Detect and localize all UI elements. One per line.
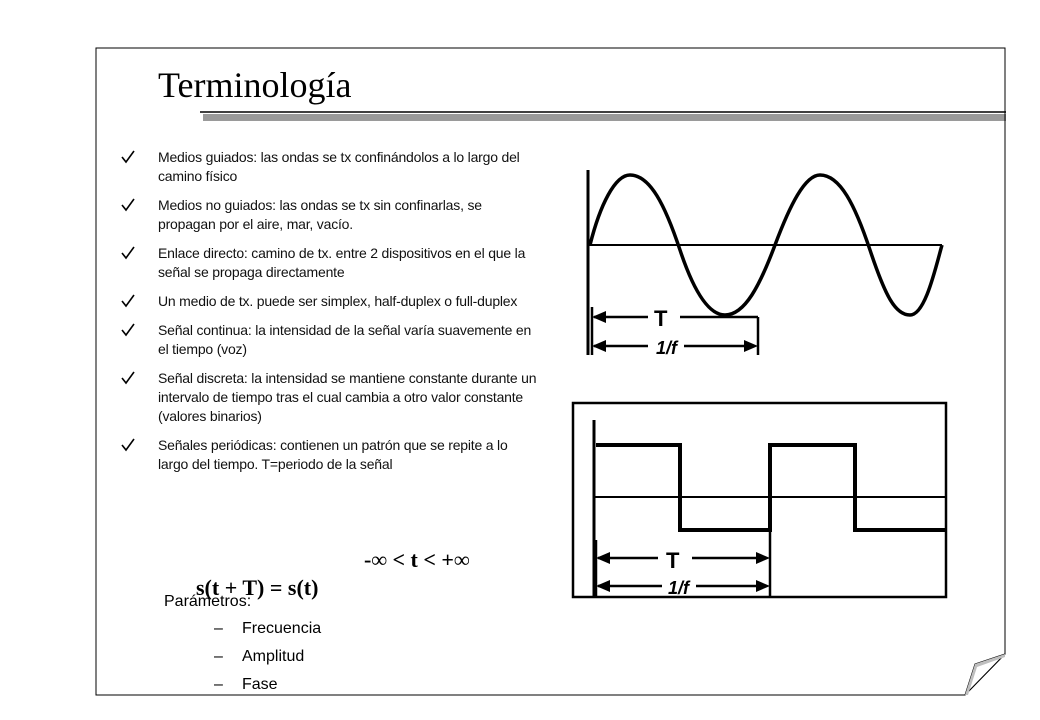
frequency-arrowhead-right bbox=[756, 580, 770, 592]
formula-range: -∞ < t < +∞ bbox=[364, 547, 470, 572]
bullet-item bbox=[120, 321, 540, 359]
formula-equation: s(t + T) = s(t) bbox=[196, 575, 319, 600]
bullet-item bbox=[120, 244, 540, 282]
parameter-item bbox=[214, 619, 321, 647]
checkmark-icon bbox=[120, 370, 136, 386]
period-label-t: T bbox=[654, 306, 668, 331]
checkmark-icon bbox=[120, 437, 136, 453]
square-wave-frame bbox=[573, 403, 946, 597]
frequency-arrowhead-left bbox=[592, 340, 606, 352]
page-title: Terminología bbox=[158, 65, 352, 105]
bullet-text: Un medio de tx. puede ser simplex, half-duplex o full-duplex bbox=[158, 293, 518, 309]
checkmark-icon bbox=[120, 149, 136, 165]
parameters-list bbox=[214, 619, 321, 703]
parameter-item bbox=[214, 647, 321, 675]
bullet-text: Señal discreta: la intensidad se mantiene constante durante un intervalo de tiempo tras el cual cambia a otro valor constante (valores binarios) bbox=[158, 370, 537, 424]
bullet-text: Señal continua: la intensidad de la señal varía suavemente en el tiempo (voz) bbox=[158, 322, 532, 357]
dash-bullet: – bbox=[214, 676, 223, 693]
parameters-label: Parámetros: bbox=[164, 593, 252, 610]
square-wave-diagram bbox=[570, 400, 950, 600]
checkmark-icon bbox=[120, 293, 136, 309]
sine-wave-diagram bbox=[580, 160, 950, 360]
checkmark-icon bbox=[120, 322, 136, 338]
bullet-item bbox=[120, 369, 540, 426]
checkmark-icon bbox=[120, 197, 136, 213]
dash-bullet: – bbox=[214, 648, 223, 665]
period-label-t: T bbox=[666, 548, 680, 573]
square-curve bbox=[596, 445, 946, 530]
bullet-list bbox=[120, 148, 540, 484]
bullet-item bbox=[120, 292, 540, 311]
parameter-text: Frecuencia bbox=[242, 620, 322, 637]
period-arrowhead-t-right bbox=[756, 552, 770, 564]
bullet-item bbox=[120, 436, 540, 474]
frequency-label: 1/f bbox=[668, 578, 690, 598]
bullet-item bbox=[120, 148, 540, 186]
frequency-arrowhead-right bbox=[744, 340, 758, 352]
bullet-text: Señales periódicas: contienen un patrón que se repite a lo largo del tiempo. T=periodo de la señal bbox=[158, 437, 508, 472]
frequency-arrowhead-left bbox=[596, 580, 610, 592]
checkmark-icon bbox=[120, 245, 136, 261]
parameter-text: Amplitud bbox=[242, 648, 305, 665]
parameter-text: Fase bbox=[242, 676, 278, 693]
bullet-item bbox=[120, 196, 540, 234]
frequency-label: 1/f bbox=[656, 338, 678, 358]
period-arrowhead-t bbox=[596, 552, 610, 564]
bullet-text: Medios no guiados: las ondas se tx sin confinarlas, se propagan por el aire, mar, vacío. bbox=[158, 197, 482, 232]
bullet-text: Medios guiados: las ondas se tx confinándolos a lo largo del camino físico bbox=[158, 149, 520, 184]
period-arrowhead-t bbox=[592, 311, 606, 323]
bullet-text: Enlace directo: camino de tx. entre 2 dispositivos en el que la señal se propaga directamente bbox=[158, 245, 526, 280]
dash-bullet: – bbox=[214, 620, 223, 637]
title-shadow-bar bbox=[203, 114, 1006, 121]
parameter-item bbox=[214, 675, 321, 703]
page-fold bbox=[965, 654, 1005, 695]
